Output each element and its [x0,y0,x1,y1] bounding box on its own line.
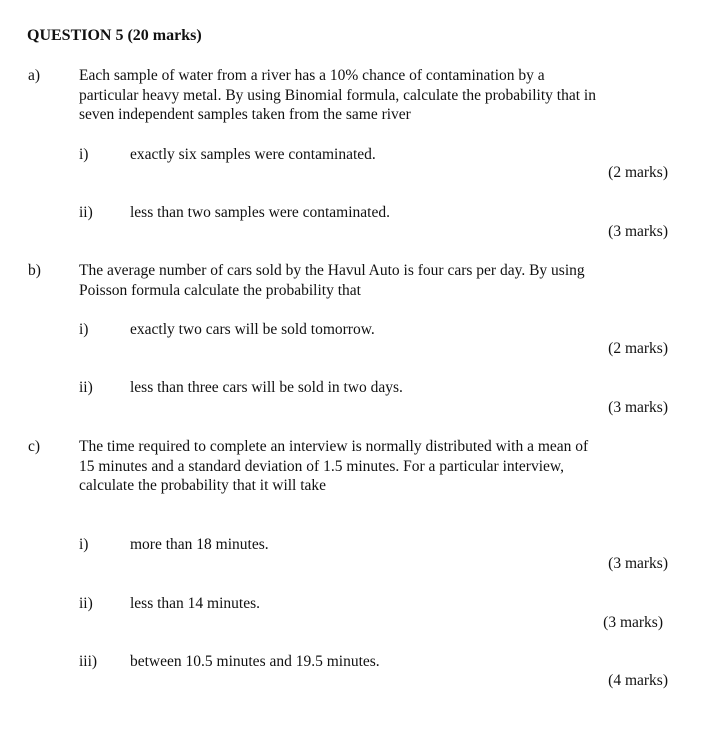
part-c-line-1: The time required to complete an interview is normally distributed with a mean of [79,438,589,455]
part-c-line-3: calculate the probability that it will take [79,477,327,494]
part-a-ii-marks: (3 marks) [608,223,668,240]
part-b-line-2: Poisson formula calculate the probability that [79,282,361,299]
part-c-iii-text: between 10.5 minutes and 19.5 minutes. [130,653,380,670]
part-a-i-label: i) [79,146,89,163]
part-c-i-text: more than 18 minutes. [130,536,269,553]
part-b-ii-label: ii) [79,379,93,396]
part-b-label: b) [28,262,41,279]
question-title: QUESTION 5 (20 marks) [27,27,202,44]
part-a-ii-text: less than two samples were contaminated. [130,204,390,221]
part-c-label: c) [28,438,41,455]
part-a-line-1: Each sample of water from a river has a 10% chance of contamination by a [79,67,545,84]
part-c-i-label: i) [79,536,89,553]
part-b-i-marks: (2 marks) [608,340,668,357]
part-c-line-2: 15 minutes and a standard deviation of 1.5 minutes. For a particular interview, [79,458,564,475]
part-b-i-text: exactly two cars will be sold tomorrow. [130,321,375,338]
part-c-i-marks: (3 marks) [608,555,668,572]
part-a-i-text: exactly six samples were contaminated. [130,146,376,163]
part-a-ii-label: ii) [79,204,93,221]
part-c-ii-marks: (3 marks) [603,614,663,631]
part-c-iii-label: iii) [79,653,98,670]
part-b-ii-text: less than three cars will be sold in two days. [130,379,403,396]
part-a-label: a) [28,67,41,84]
part-a-line-2: particular heavy metal. By using Binomial formula, calculate the probability that in [79,87,596,104]
part-b-i-label: i) [79,321,89,338]
part-c-iii-marks: (4 marks) [608,672,668,689]
part-b-line-1: The average number of cars sold by the Havul Auto is four cars per day. By using [79,262,585,279]
part-a-i-marks: (2 marks) [608,164,668,181]
part-a-line-3: seven independent samples taken from the same river [79,106,411,123]
part-c-ii-label: ii) [79,595,93,612]
part-c-ii-text: less than 14 minutes. [130,595,261,612]
part-b-ii-marks: (3 marks) [608,399,668,416]
